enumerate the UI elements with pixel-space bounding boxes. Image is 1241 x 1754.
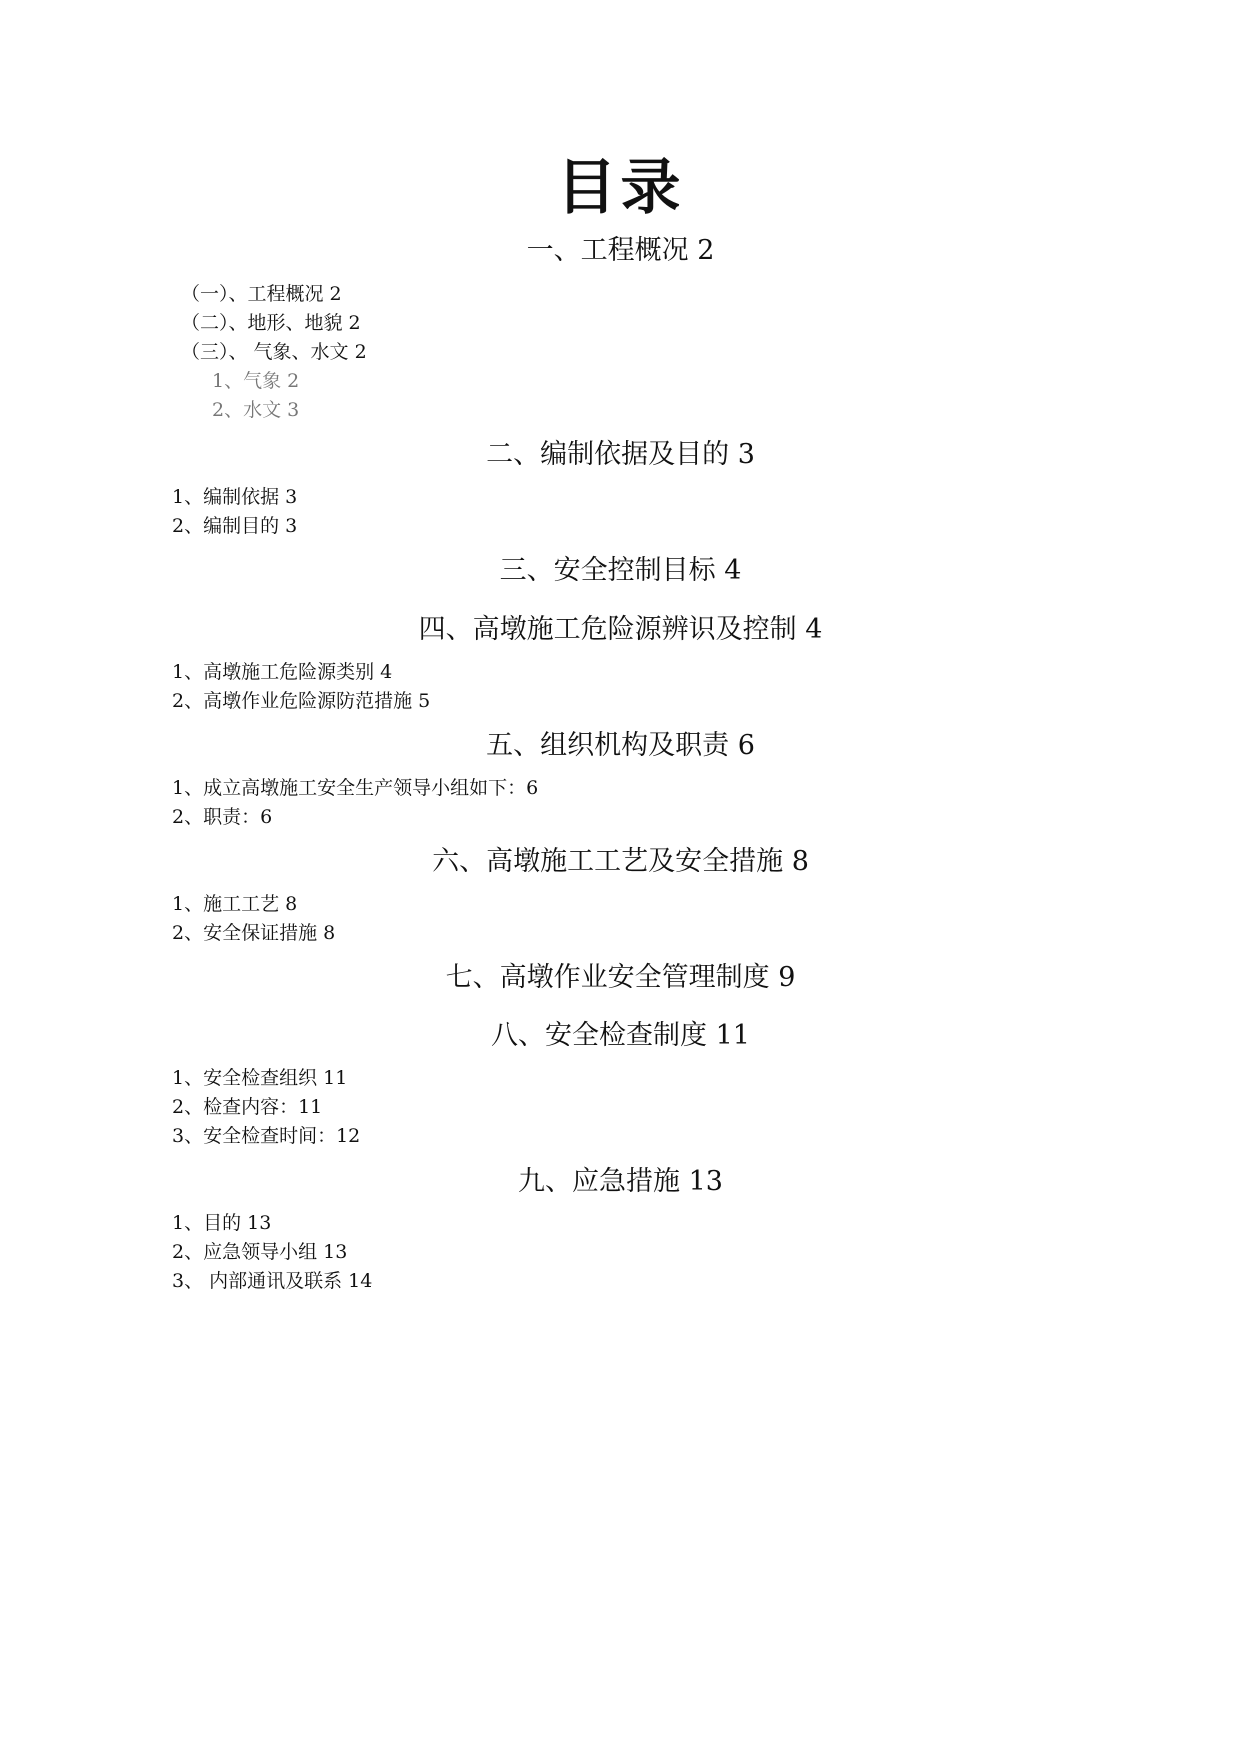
toc-item[interactable]: （一）、工程概况 2 [181, 283, 342, 305]
toc-section-heading[interactable]: 四、高墩施工危险源辨识及控制 4 [418, 614, 823, 645]
toc-item[interactable]: 2、职责：6 [172, 806, 273, 828]
toc-item[interactable]: 1、编制依据 3 [172, 486, 298, 508]
toc-item[interactable]: 1、成立高墩施工安全生产领导小组如下：6 [172, 777, 539, 799]
toc-item[interactable]: 1、施工工艺 8 [172, 893, 298, 915]
toc-item[interactable]: 3、安全检查时间：12 [172, 1125, 361, 1147]
toc-subitem[interactable]: 2、水文 3 [212, 399, 300, 421]
toc-item[interactable]: 2、安全保证措施 8 [172, 922, 336, 944]
toc-item[interactable]: 1、安全检查组织 11 [172, 1067, 348, 1089]
toc-item[interactable]: 2、应急领导小组 13 [172, 1241, 348, 1263]
toc-item[interactable]: 2、检查内容：11 [172, 1096, 323, 1118]
toc-section-heading[interactable]: 一、工程概况 2 [526, 235, 715, 266]
toc-section-heading[interactable]: 七、高墩作业安全管理制度 9 [445, 962, 796, 993]
toc-item[interactable]: （三）、 气象、水文 2 [181, 341, 367, 363]
toc-section-heading[interactable]: 八、安全检查制度 11 [491, 1020, 750, 1051]
toc-item[interactable]: 1、高墩施工危险源类别 4 [172, 661, 393, 683]
toc-section-heading[interactable]: 三、安全控制目标 4 [499, 555, 742, 586]
toc-section-heading[interactable]: 二、编制依据及目的 3 [486, 439, 755, 470]
toc-section-heading[interactable]: 九、应急措施 13 [518, 1166, 723, 1197]
toc-section-heading[interactable]: 五、组织机构及职责 6 [486, 730, 755, 761]
toc-item[interactable]: 3、 内部通讯及联系 14 [172, 1270, 373, 1292]
toc-subitem[interactable]: 1、气象 2 [212, 370, 300, 392]
toc-item[interactable]: （二）、地形、地貌 2 [181, 312, 361, 334]
toc-item[interactable]: 1、目的 13 [172, 1212, 272, 1234]
toc-item[interactable]: 2、编制目的 3 [172, 515, 298, 537]
toc-section-heading[interactable]: 六、高墩施工工艺及安全措施 8 [432, 846, 809, 877]
toc-item[interactable]: 2、高墩作业危险源防范措施 5 [172, 690, 431, 712]
page-title: 目录 [556, 153, 685, 223]
